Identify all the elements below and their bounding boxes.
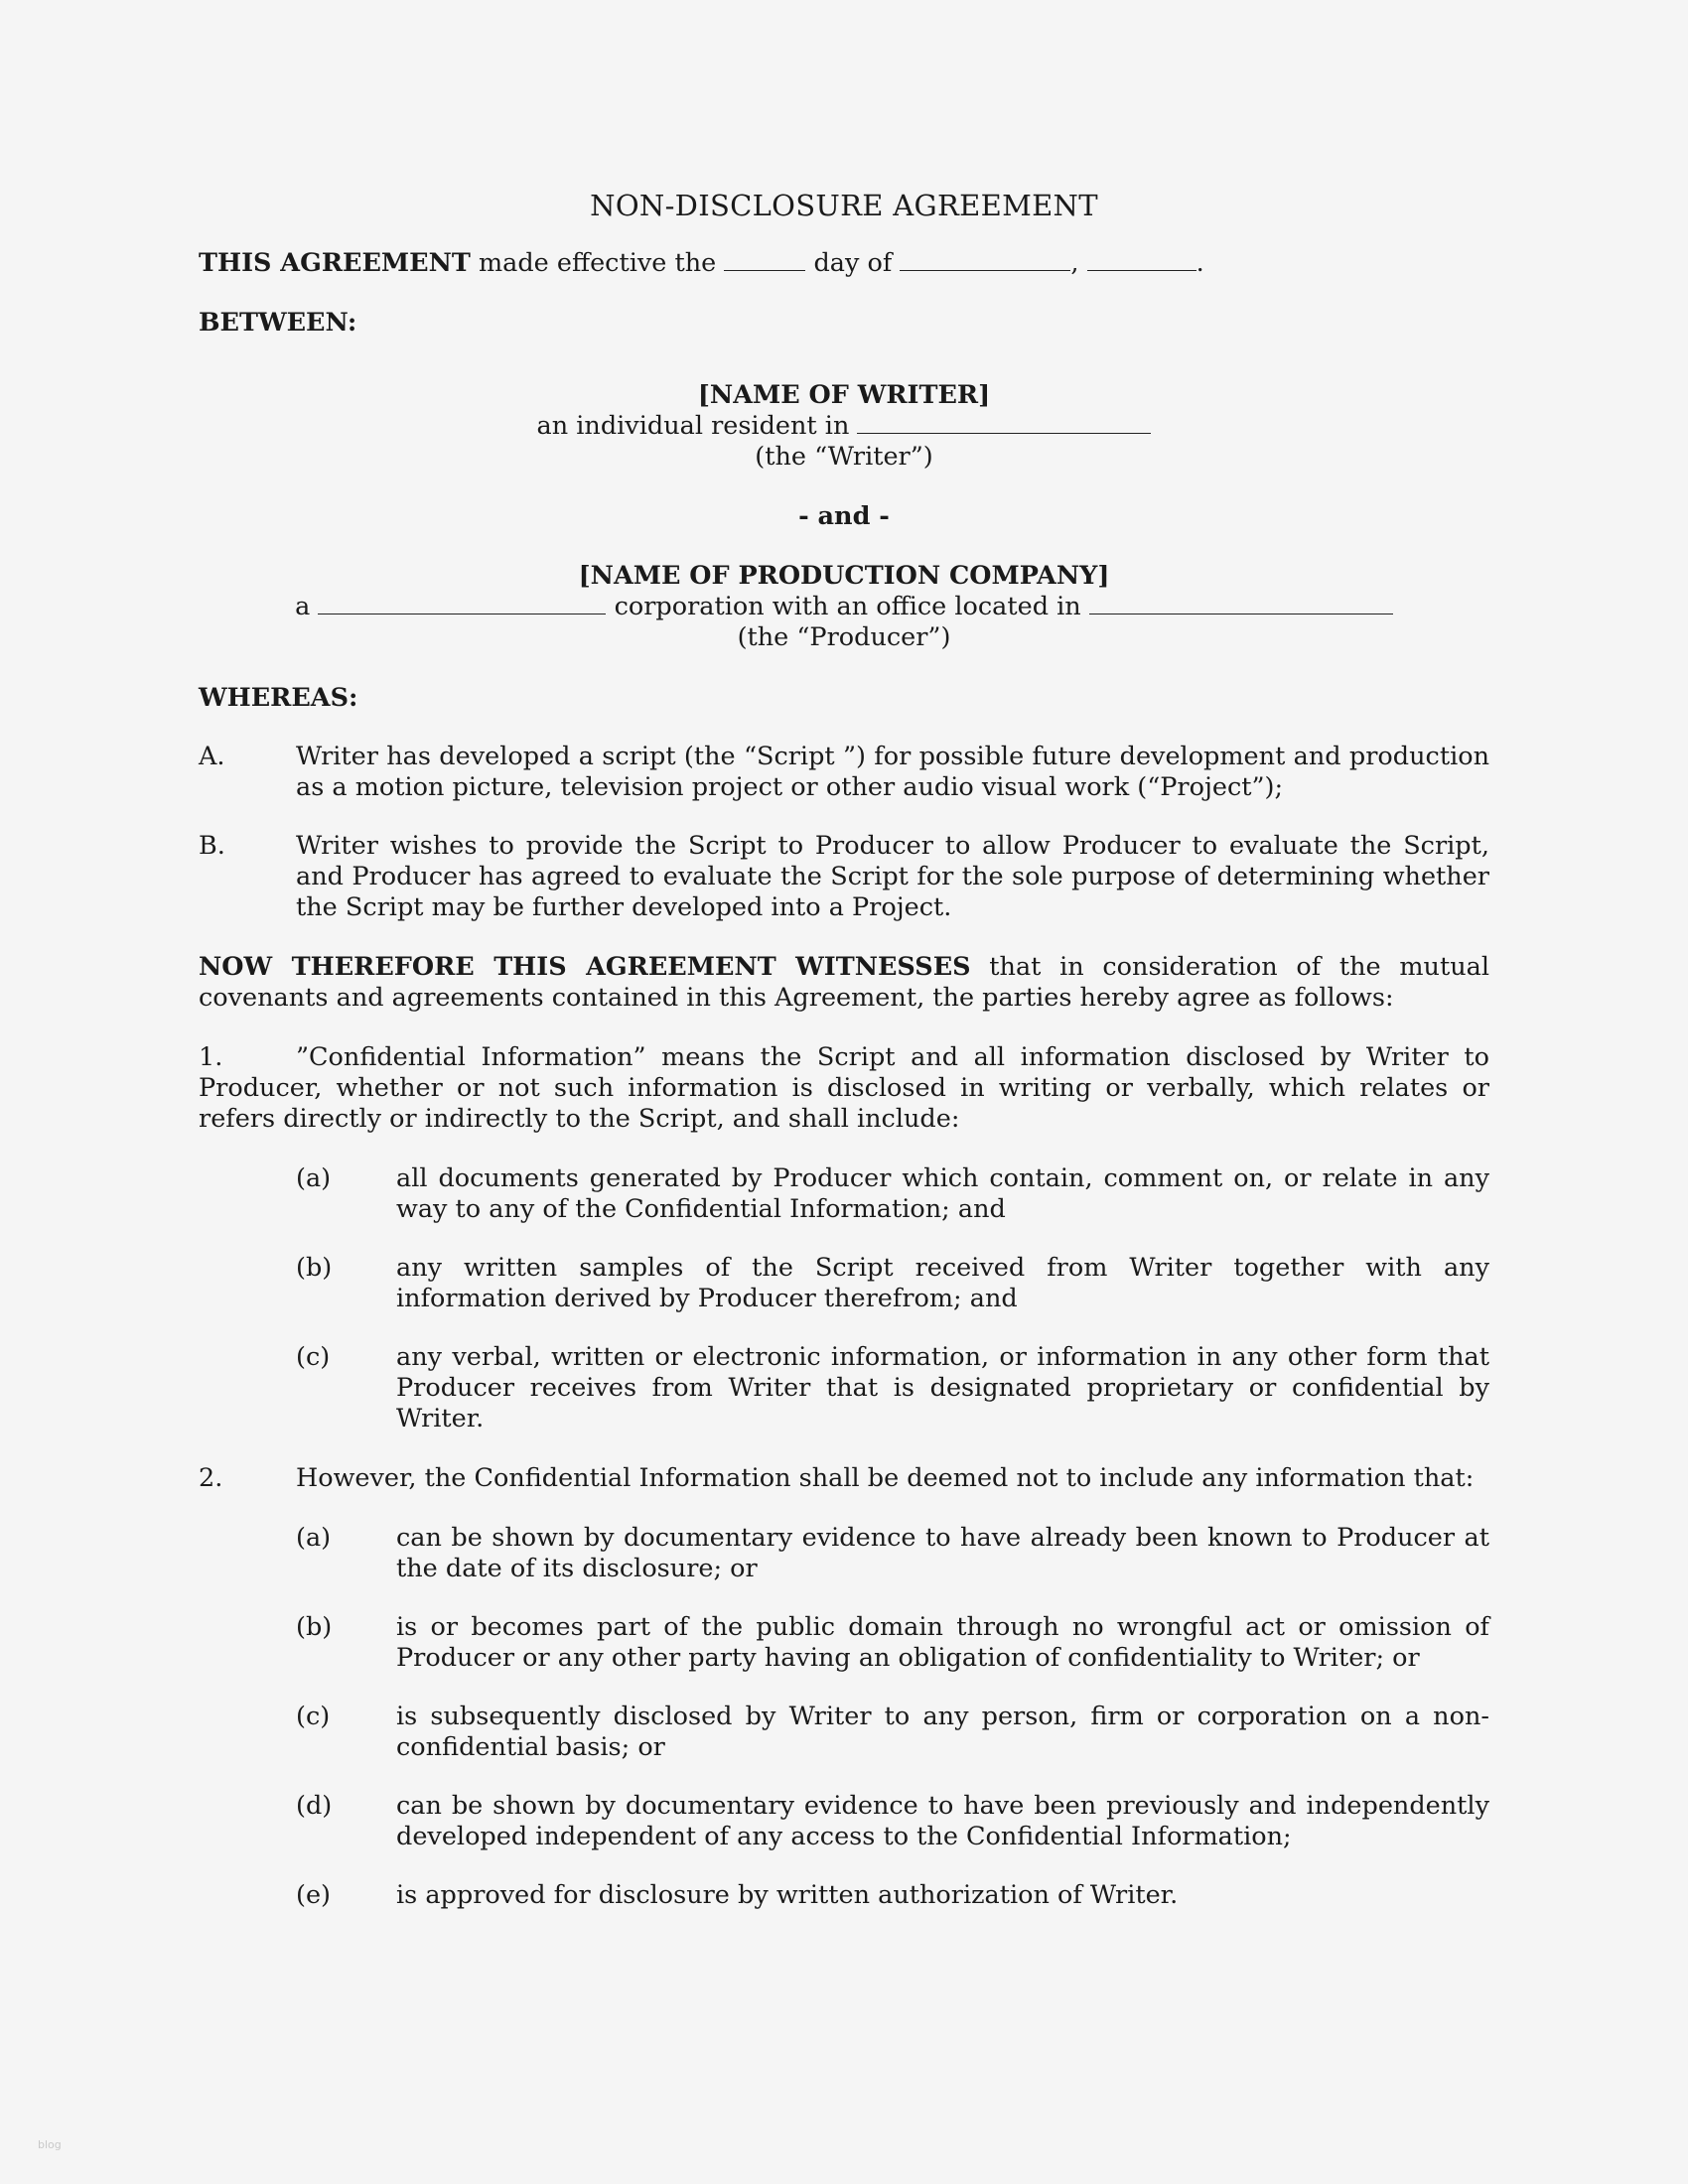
and-separator: - and - <box>798 501 890 531</box>
writer-resident-line <box>199 411 1489 442</box>
item-text: is or becomes part of the public domain through no wrongful act or omission of Producer or any other party having an obligation of confidentiality to Writer; or <box>396 1612 1489 1673</box>
section-2-item-b <box>199 1612 1489 1674</box>
item-label: (c) <box>296 1702 331 1731</box>
document-title: NON-DISCLOSURE AGREEMENT <box>590 189 1098 222</box>
writer-resident-text: an individual resident in <box>536 411 858 441</box>
item-label: (a) <box>296 1523 332 1553</box>
producer-office-blank[interactable] <box>1089 592 1393 614</box>
item-text: all documents generated by Producer which contain, comment on, or relate in any way to any of the Confidential Information; and <box>396 1163 1489 1224</box>
item-text: can be shown by documentary evidence to have already been known to Producer at the date of its disclosure; or <box>396 1523 1489 1583</box>
year-blank[interactable] <box>1087 248 1196 271</box>
recital-label: A. <box>199 742 225 771</box>
item-label: (d) <box>296 1791 333 1821</box>
month-blank[interactable] <box>900 248 1070 271</box>
section-number: 1. <box>199 1042 223 1072</box>
item-label: (b) <box>296 1612 333 1642</box>
section-text: ”Confidential Information” means the Script and all information disclosed by Writer to Producer, whether or not such information is disclosed in writing or verbally, which relates or refers directly or indirectly to the Script, and shall include: <box>199 1042 1489 1134</box>
producer-corporation-text: corporation with an office located in <box>606 592 1089 621</box>
now-therefore-rest: that in consideration of the mutual covenants and agreements contained in this Agreement, the parties hereby agree as follows: <box>199 952 1489 1013</box>
item-label: (e) <box>296 1880 331 1910</box>
section-1-item-b <box>199 1253 1489 1314</box>
producer-defined-as: (the “Producer”) <box>737 622 951 652</box>
now-therefore-paragraph <box>199 952 1489 1014</box>
section-2-item-e <box>199 1880 1489 1911</box>
writer-residence-blank[interactable] <box>857 411 1151 434</box>
section-2 <box>199 1463 1489 1494</box>
watermark-text: blog <box>38 2138 62 2151</box>
producer-a-text: a <box>295 592 319 621</box>
section-1-item-a <box>199 1163 1489 1225</box>
item-text: any written samples of the Script received from Writer together with any information derived by Producer therefrom; and <box>396 1253 1489 1313</box>
section-1-item-c <box>199 1342 1489 1434</box>
section-2-item-d <box>199 1791 1489 1852</box>
intro-line <box>199 248 1489 279</box>
day-blank[interactable] <box>724 248 805 271</box>
whereas-label: WHEREAS: <box>199 683 358 713</box>
producer-corporation-line <box>199 592 1489 622</box>
producer-name: [NAME OF PRODUCTION COMPANY] <box>578 561 1110 591</box>
recital-text: Writer has developed a script (the “Script ”) for possible future development and production as a motion picture, television project or other audio visual work (“Project”); <box>296 742 1489 802</box>
item-text: is approved for disclosure by written authorization of Writer. <box>396 1880 1179 1910</box>
intro-day-of: day of <box>805 248 901 278</box>
writer-defined-as: (the “Writer”) <box>755 442 933 472</box>
producer-jurisdiction-blank[interactable] <box>318 592 606 614</box>
section-1 <box>199 1042 1489 1135</box>
item-label: (c) <box>296 1342 331 1372</box>
intro-comma: , <box>1070 248 1087 278</box>
now-therefore-lead: NOW THEREFORE THIS AGREEMENT WITNESSES <box>199 952 971 982</box>
recital-b <box>199 831 1489 923</box>
intro-made-effective: made effective the <box>470 248 725 278</box>
writer-name: [NAME OF WRITER] <box>697 380 991 410</box>
recital-a <box>199 742 1489 803</box>
item-text: can be shown by documentary evidence to have been previously and independently developed independent of any access to the Confidential Information; <box>396 1791 1489 1851</box>
recital-label: B. <box>199 831 225 861</box>
section-2-item-c <box>199 1702 1489 1763</box>
intro-lead: THIS AGREEMENT <box>199 248 471 278</box>
between-label: BETWEEN: <box>199 308 357 338</box>
section-2-item-a <box>199 1523 1489 1584</box>
intro-period: . <box>1196 248 1204 278</box>
item-text: any verbal, written or electronic information, or information in any other form that Producer receives from Writer that is designated proprietary or confidential by Writer. <box>396 1342 1489 1433</box>
item-label: (a) <box>296 1163 332 1193</box>
section-number: 2. <box>199 1463 223 1493</box>
recital-text: Writer wishes to provide the Script to Producer to allow Producer to evaluate the Script, and Producer has agreed to evaluate the Script for the sole purpose of determining whether the Script may be further developed into a Project. <box>296 831 1489 922</box>
section-text: However, the Confidential Information shall be deemed not to include any information that: <box>296 1463 1475 1493</box>
item-text: is subsequently disclosed by Writer to any person, firm or corporation on a non-confidential basis; or <box>396 1702 1489 1762</box>
item-label: (b) <box>296 1253 333 1283</box>
